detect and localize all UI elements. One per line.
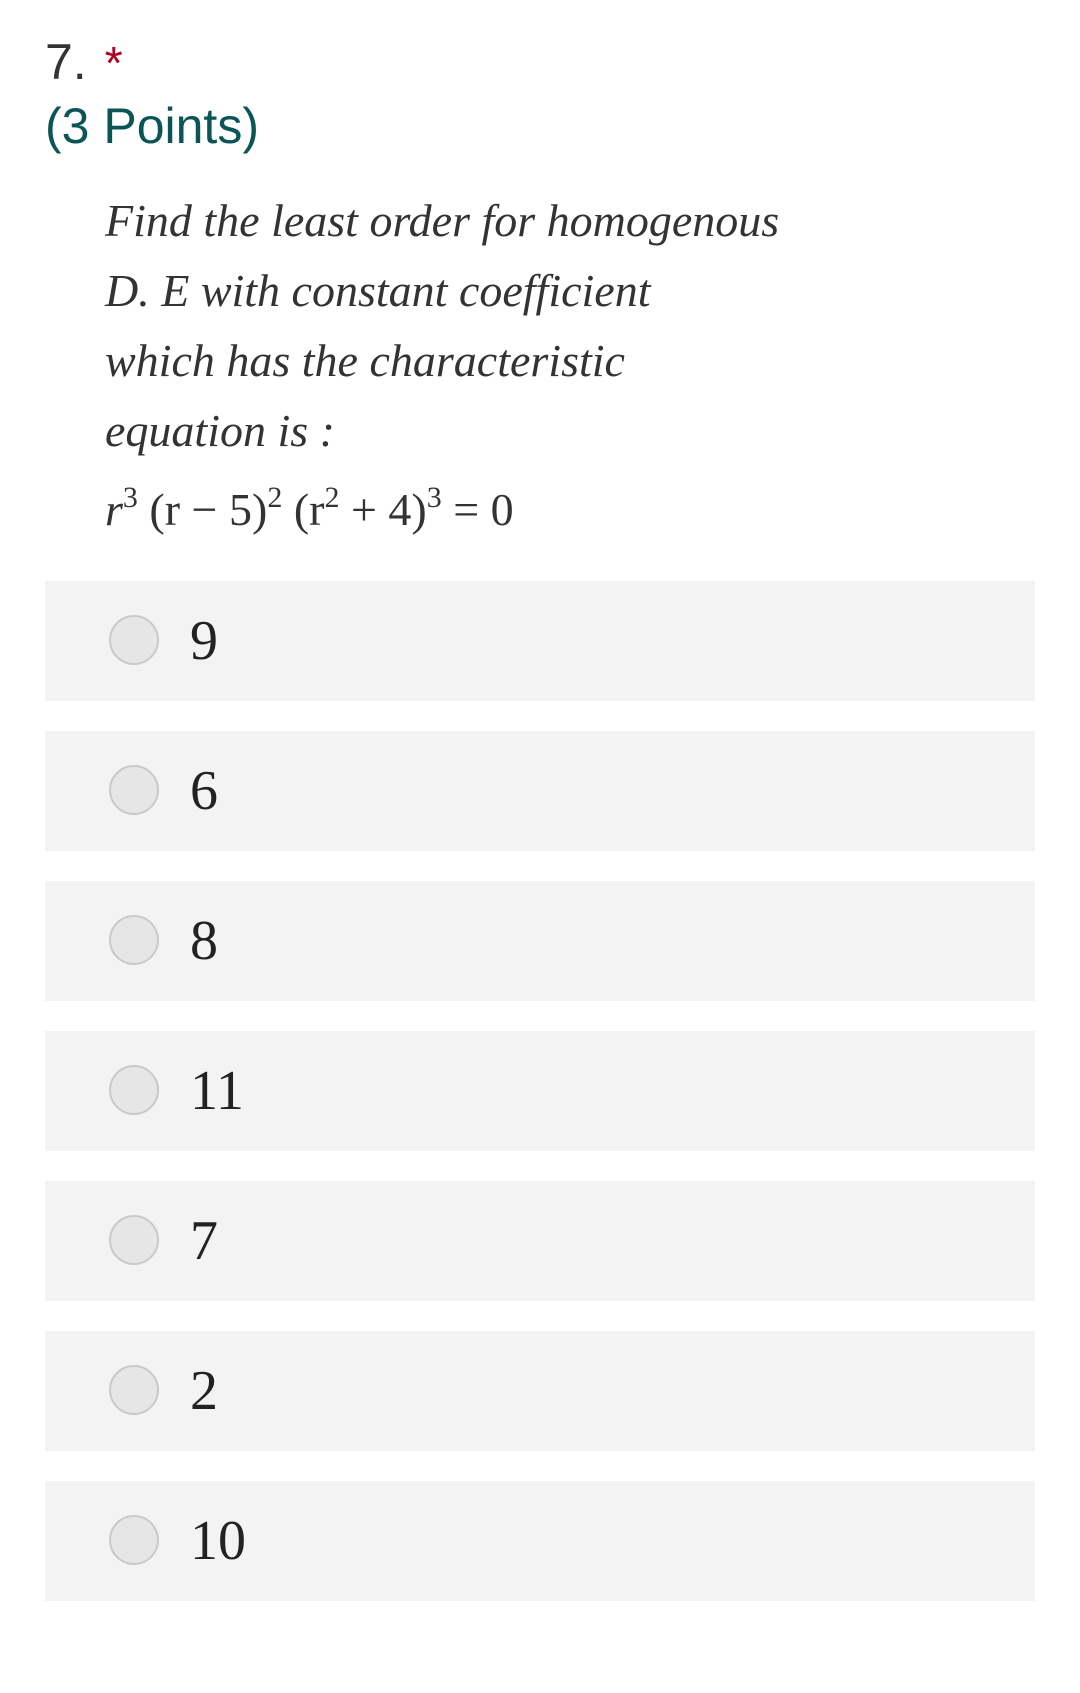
question-header	[45, 30, 259, 158]
radio-button[interactable]	[109, 1515, 159, 1565]
eq-term-2-exponent: 2	[267, 481, 283, 514]
option-8[interactable]	[45, 881, 1035, 1001]
option-label: 7	[190, 1210, 218, 1272]
question-points: (3 Points)	[45, 98, 259, 154]
radio-button[interactable]	[109, 615, 159, 665]
radio-button[interactable]	[109, 915, 159, 965]
question-number: 7.	[45, 34, 87, 90]
eq-term-3-inner-exponent: 2	[324, 481, 340, 514]
radio-button[interactable]	[109, 765, 159, 815]
characteristic-equation	[105, 470, 1005, 550]
option-10[interactable]	[45, 1481, 1035, 1601]
radio-button[interactable]	[109, 1215, 159, 1265]
eq-term-1-exponent: 3	[122, 481, 138, 514]
option-label: 6	[190, 760, 218, 822]
prompt-line: D. E with constant coefficient	[105, 265, 651, 316]
option-label: 10	[190, 1510, 246, 1572]
eq-rhs: = 0	[453, 484, 514, 535]
question-number-line	[45, 30, 259, 94]
question-prompt	[105, 186, 1005, 550]
prompt-line: which has the characteristic	[105, 335, 625, 386]
eq-term-2: (r − 5)	[149, 484, 268, 535]
prompt-line: Find the least order for homogenous	[105, 195, 780, 246]
option-label: 11	[190, 1060, 244, 1122]
radio-button[interactable]	[109, 1365, 159, 1415]
option-11[interactable]	[45, 1031, 1035, 1151]
eq-term-3-open: (r	[293, 484, 325, 535]
radio-button[interactable]	[109, 1065, 159, 1115]
answer-options	[45, 581, 1035, 1631]
option-2[interactable]	[45, 1331, 1035, 1451]
option-6[interactable]	[45, 731, 1035, 851]
option-7[interactable]	[45, 1181, 1035, 1301]
eq-term-1-base: r	[105, 484, 123, 535]
eq-term-3-rest: + 4)	[339, 484, 427, 535]
prompt-line: equation is :	[105, 405, 335, 456]
option-label: 9	[190, 610, 218, 672]
option-label: 8	[190, 910, 218, 972]
eq-term-3-exponent: 3	[426, 481, 442, 514]
option-label: 2	[190, 1360, 218, 1422]
option-9[interactable]	[45, 581, 1035, 701]
required-marker: *	[104, 37, 123, 89]
